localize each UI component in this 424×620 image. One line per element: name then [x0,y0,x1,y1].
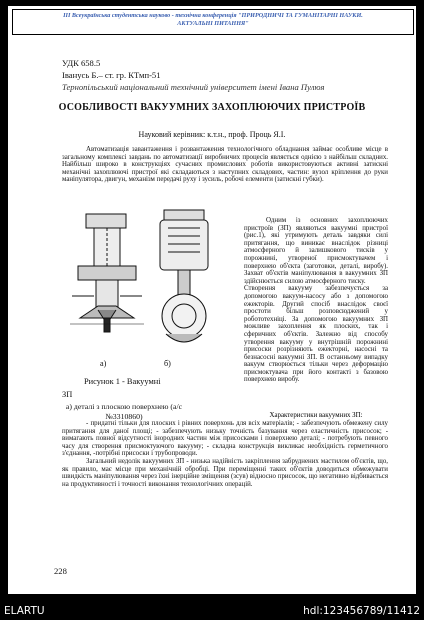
repository-label: ELARTU [4,605,45,617]
page-number: 228 [54,566,67,576]
figure-b-drawing [160,210,208,342]
conclusion-paragraph: Загальний недолік вакуумних ЗП - низька надійність закріплення забруднених мастилом об'єктів, що, як правило, має місце при механічній обробці. При переміщенні таких об'єктів доводиться обмежувати швидкість маніпулювання через їхні інерційне зміщення (зсув) відносно присосок, що негативно відбивається на продуктивності і точності виконання технологічних операцій. [62,457,388,488]
figure-label-b: б) [164,359,171,368]
figure-label-a: а) [100,359,107,368]
paper-page [8,6,416,594]
right-paragraph-1: Одним із основних захоплюючих пристроїв (ЗП) являються вакуумні пристрої (рис.1), які утримують деталь завдяки силі притягання, що виникає внаслідок різниці атмосферного й залишкового тисків у порожнині, утвореної присмоктувачем і поверхнею об'єкта (заготовки, деталі, виробу). Захват об'єктів маніпулювання в вакуумних ЗП здійснюється силою атмосферного тиску. [244,217,388,285]
characteristics-heading: Характеристики вакуумних ЗП: [269,412,363,419]
figure-caption-cont: ЗП [62,390,73,399]
university: Тернопільський національний технічний університет імені Івана Пулюя [62,82,325,92]
handle-id: hdl:123456789/11412 [303,605,420,617]
intro-paragraph: Автоматизація завантаження і розвантаження технологічного обладнання займає особливе місце в загальному комплексі завдань по автоматизації виробничих процесів являється однією з найбільш складних. Найбільш широко в конструкціях сучасних промислових роботів використовуються активні затискні механічні захоплюючі пристрої які складаються з наступних складових, частин: вузол кріплення до руки маніпулятора, двигун, механізм передачі руху і зусиль, робочі елементи (затискні губки). [62,146,388,184]
conference-header-line1: ІІІ Всеукраїнська студентська науково - технічна конференція "ПРИРОДНИЧІ ТА ГУМАНІТАРНІ НАУКИ. [63,12,363,19]
paper-title: ОСОБЛИВОСТІ ВАКУУМНИХ ЗАХОПЛЮЮЧИХ ПРИСТРОЇВ [58,102,366,113]
figure-caption: Рисунок 1 - Вакуумні [84,377,161,386]
udk-code: УДК 658.5 [62,58,101,68]
figure-a-drawing [70,214,144,332]
author: Іванусь Б.– ст. гр. КТмп-51 [62,70,161,80]
conference-header [12,9,414,35]
supervisor: Науковий керівник: к.т.н., проф. Проць Я.І. [138,130,286,139]
bottom-text [62,420,388,488]
right-paragraph-2: Створення вакууму забезпечується за допомогою вакуум-насосу або з допомогою ежекторів. Другий спосіб внаслідок своєї простоти більш розповсюджений у робототехніці. За допомогою вакуумних ЗП можливе захоплення як плоских, так і сферичних об'єктів. Залежно від способу утворення вакууму у внутрішній порожнині присоски розрізняють ежекторні, насосні та безнасосні вакуумні ЗП. В останньому випадку вакуум створюється тільки через деформацію присмоктувача при його контакті з базовою поверхнею виробу. [244,285,388,384]
right-column-text [244,217,388,384]
vacuum-gripper-figure [68,206,238,356]
conference-header-line2: АКТУАЛЬНІ ПИТАННЯ" [177,20,249,27]
characteristics-list: - придатні тільки для плоских і рівних поверхонь для всіх матеріалів; - забезпечують обмежену силу притягання для даної площі; - забезпечують низьку точність базування через еластичність присосок; - вимагають повної відсутності інородних частин між присосками і поверхнею деталі; - потребують певного часу для створення присмоктуючого вакууму; - складна конструкція викликає необхідність герметичного з'єднання, -потрібні присоски і трубопроводи. [62,420,388,458]
figure-subcaption: а) деталі з плоскою поверхнею (а/с №3310860) [65,402,183,421]
